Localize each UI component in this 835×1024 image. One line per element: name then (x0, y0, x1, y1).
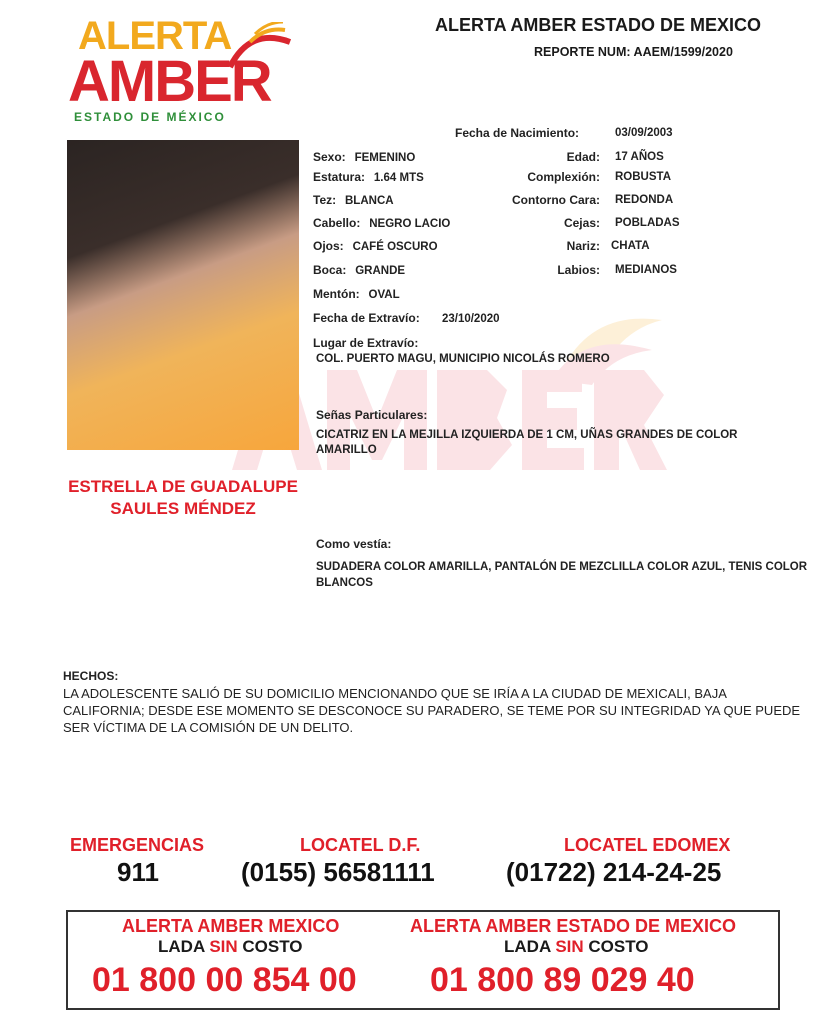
facts-label: HECHOS: (63, 669, 119, 683)
label: Fecha de Nacimiento: (455, 126, 580, 140)
height: 1.64 MTS (373, 172, 424, 184)
label: Boca: (313, 263, 347, 277)
t: SIN (555, 937, 584, 956)
sun-rays-icon (225, 22, 295, 72)
t: LADA (504, 937, 556, 956)
contact-label: LOCATEL D.F. (300, 835, 421, 855)
label: Como vestía: (316, 537, 392, 551)
report-value: AAEM/1599/2020 (633, 45, 733, 59)
hotline-lada (158, 937, 303, 957)
skin: BLANCA (345, 195, 394, 207)
build: ROBUSTA (615, 171, 672, 183)
report-label: REPORTE NUM: (534, 45, 631, 59)
label: Tez: (313, 193, 337, 207)
label: Lugar de Extravío: (313, 336, 419, 350)
missing-date: 23/10/2020 (441, 313, 500, 325)
missing-person-photo (67, 140, 299, 450)
label: Mentón: (313, 287, 360, 301)
hotline-phone[interactable]: 01 800 89 029 40 (430, 961, 695, 999)
label: Labios: (557, 263, 600, 277)
label: Cabello: (313, 216, 361, 230)
label: Fecha de Extravío: (313, 311, 420, 325)
header-title: ALERTA AMBER ESTADO DE MEXICO (435, 15, 762, 35)
hotlines-box (66, 910, 780, 1010)
hair: NEGRO LACIO (369, 218, 451, 230)
birth-date: 03/09/2003 (615, 127, 673, 139)
report-number (534, 45, 733, 60)
logo-amber: AMBER (68, 49, 271, 114)
contact-phone[interactable]: 911 (117, 857, 159, 887)
t: SIN (209, 937, 238, 956)
hotline-lada (504, 937, 649, 957)
logo-estado: ESTADO DE MÉXICO (74, 110, 226, 124)
contact-label: LOCATEL EDOMEX (564, 835, 731, 855)
label: Estatura: (313, 170, 366, 184)
missing-place: COL. PUERTO MAGU, MUNICIPIO NICOLÁS ROMERO (316, 353, 610, 365)
t: COSTO (583, 937, 649, 956)
sex: FEMENINO (354, 152, 416, 164)
chin: OVAL (368, 289, 400, 301)
logo-alerta: ALERTA (78, 14, 232, 58)
eyes: CAFÉ OSCURO (352, 241, 438, 253)
contact-label: EMERGENCIAS (70, 835, 205, 855)
distinguishing-marks: CICATRIZ EN LA MEJILLA IZQUIERDA DE 1 CM, UÑAS GRANDES DE COLOR AMARILLO (316, 429, 738, 456)
label: Edad: (566, 150, 600, 164)
label: Ojos: (313, 239, 344, 253)
contact-phone[interactable]: (01722) 214-24-25 (506, 857, 722, 887)
clothing: SUDADERA COLOR AMARILLA, PANTALÓN DE MEZCLILLA COLOR AZUL, TENIS COLOR BLANCOS (316, 561, 808, 589)
person-name: ESTRELLA DE GUADALUPE SAULES MÉNDEZ (68, 477, 298, 518)
contact-phone[interactable]: (0155) 56581111 (241, 857, 435, 887)
nose: CHATA (611, 240, 650, 252)
age: 17 AÑOS (615, 151, 664, 163)
hotline-title: ALERTA AMBER ESTADO DE MEXICO (410, 916, 737, 936)
face-shape: REDONDA (615, 194, 674, 206)
hotline-title: ALERTA AMBER MEXICO (122, 916, 340, 936)
label: Nariz: (566, 239, 600, 253)
label: Sexo: (313, 150, 346, 164)
label: Cejas: (563, 216, 600, 230)
t: COSTO (237, 937, 303, 956)
logo (0, 0, 300, 130)
label: Contorno Cara: (512, 193, 600, 207)
hotline-phone[interactable]: 01 800 00 854 00 (92, 961, 357, 999)
eyebrows: POBLADAS (615, 217, 680, 229)
facts-text: LA ADOLESCENTE SALIÓ DE SU DOMICILIO MENCIONANDO QUE SE IRÍA A LA CIUDAD DE MEXICALI, BAJA CALIFORNIA; DESDE ESE MOMENTO SE DESCONOCE SU PARADERO, SE TEME POR SU INTEGRIDAD YA QUE PUEDE SER VÍCTIMA DE LA COMISIÓN DE UN DELITO. (63, 686, 801, 735)
lips: MEDIANOS (615, 264, 677, 276)
mouth: GRANDE (355, 265, 406, 277)
label: Complexión: (527, 170, 600, 184)
t: LADA (158, 937, 210, 956)
label: Señas Particulares: (316, 408, 428, 422)
